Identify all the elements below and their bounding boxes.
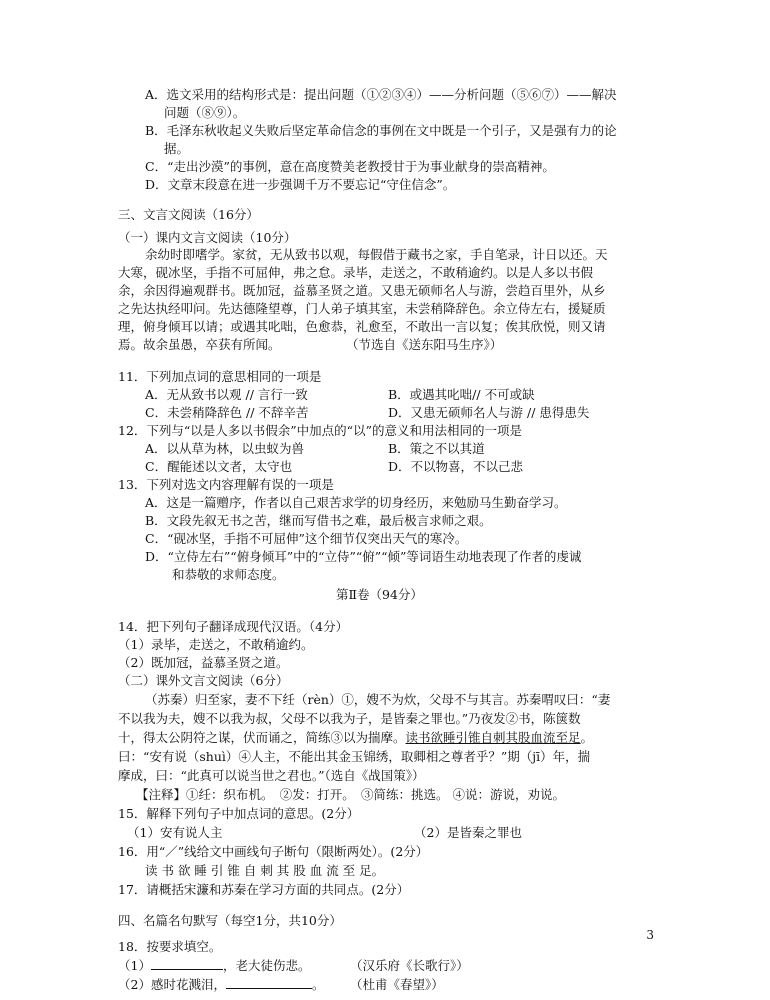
passage1-line6: 焉。故余虽愚，卒获有所闻。: [118, 337, 281, 352]
q10-option-c: C．“走出沙漠”的事例，意在高度赞美老教授甘于为事业献身的崇高精神。: [145, 159, 555, 174]
passage1-line5: 理，俯身倾耳以请；或遇其叱咄，色愈恭，礼愈至，不敢出一言以复；俟其欣悦，则又请: [118, 319, 606, 334]
q12-option-c: C．醒能述以文者，太守也: [145, 459, 293, 474]
q14-sentence-1: （1）录毕，走送之，不敢稍逾约。: [118, 637, 314, 652]
q18-item-2-end: 。: [311, 977, 325, 992]
q10-option-b-line1: B．毛泽东秋收起义失败后坚定革命信念的事例在文中既是一个引子，又是强有力的论: [145, 123, 617, 138]
section-3-title: 三、文言文阅读（16分）: [118, 207, 259, 222]
q13-option-d-line2: 和恭敬的求师态度。: [172, 567, 285, 582]
q18-item-2-source: （杜甫《春望》）: [350, 977, 444, 992]
q13-option-d-line1: D．“立侍左右”“俯身倾耳”中的“立侍”“俯”“倾”等词语生动地表现了作者的虔诚: [145, 549, 582, 564]
q11-option-c: C．未尝稍降辞色 // 不辞辛苦: [145, 405, 309, 420]
q11-option-d: D．又患无硕师名人与游 // 患得患失: [388, 405, 590, 420]
passage2-line5: 摩成，曰：“此真可以说当世之君也。”（选自《战国策》）: [118, 768, 425, 783]
q12-option-a: A．以从草为林，以虫蚁为兽: [145, 441, 305, 456]
q18-item-1-prefix: （1）: [118, 958, 151, 973]
q18-item-1: [118, 957, 310, 975]
q11-stem: 11．下列加点词的意思相同的一项是: [118, 369, 322, 384]
passage1-line2: 大寒，砚冰坚，手指不可屈伸，弗之怠。录毕，走送之，不敢稍逾约。以是人多以书假: [118, 265, 594, 280]
q11-option-a: A．无从致书以观 // 言行一致: [145, 387, 308, 402]
passage1-line1: 余幼时即嗜学。家贫，无从致书以观，每假借于藏书之家，手自笔录，计日以还。天: [145, 247, 608, 262]
subsection-2-title: （二）课外文言文阅读（6分）: [118, 673, 289, 688]
q10-option-a-line2: 问题（⑧⑨）。: [164, 105, 246, 120]
q13-option-b: B．文段先叙无书之苦，继而写借书之难，最后极言求师之艰。: [145, 513, 492, 528]
q14-sentence-2: （2）既加冠，益慕圣贤之道。: [118, 655, 289, 670]
section-4-title: 四、名篇名句默写（每空1分，共10分）: [118, 913, 342, 928]
q11-option-b: B．或遇其叱咄// 不可或缺: [388, 387, 535, 402]
q10-option-d: D．文章末段意在进一步强调千万不要忘记“守住信念”。: [145, 177, 456, 192]
q16-stem: 16．用“／”线给文中画线句子断句（限断两处）。(2分）: [118, 844, 429, 859]
q18-item-1-text: ，老大徒伤悲。: [222, 958, 311, 973]
q18-stem: 18．按要求填空。: [118, 939, 222, 954]
passage1-line3: 余，余因得遍观群书。既加冠，益慕圣贤之道。又患无硕师名人与游，尝趋百里外，从乡: [118, 283, 606, 298]
passage2-line3-end: 。: [580, 730, 594, 745]
passage2-line3-start: 十，得太公阴符之谋，伏而诵之，简练③以为揣摩。: [118, 730, 406, 745]
answer-blank-2[interactable]: [226, 976, 312, 989]
volume-2-title: 第Ⅱ卷（94分）: [336, 587, 423, 602]
q18-item-2-text: （2）感时花溅泪，: [118, 977, 226, 992]
passage2-line3: [118, 729, 593, 747]
q18-item-2: [118, 976, 324, 994]
q13-option-c: C．“砚冰坚，手指不可屈伸”这个细节仅突出天气的寒冷。: [145, 531, 468, 546]
q10-option-a-line1: A．选文采用的结构形式是：提出问题（①②③④）——分析问题（⑤⑥⑦）——解决: [145, 87, 617, 102]
passage1-line4: 之先达执经叩问。先达德隆望尊，门人弟子填其室，未尝稍降辞色。余立侍左右，援疑质: [118, 301, 606, 316]
q13-option-a: A．这是一篇赠序，作者以自己艰苦求学的切身经历，来勉励马生勤奋学习。: [145, 495, 567, 510]
q12-option-b: B．策之不以其道: [388, 441, 485, 456]
q15-item-2: （2）是皆秦之罪也: [414, 825, 522, 840]
answer-blank-1[interactable]: [151, 957, 223, 970]
subsection-1-title: （一）课内文言文阅读（10分）: [118, 230, 297, 245]
q15-item-1: （1）安有说人主: [127, 825, 223, 840]
q17-stem: 17．请概括宋濂和苏秦在学习方面的共同点。(2分）: [118, 882, 410, 897]
passage2-line4: 曰：“安有说（shuì）④人主，不能出其金玉锦绣，取卿相之尊者乎？”期（jī）年，揣: [118, 749, 591, 764]
passage2-line1: （苏秦）归至家，妻不下纴（rèn）①，嫂不为炊，父母不与其言。苏秦喟叹曰：“妻: [145, 692, 611, 707]
passage2-notes: 【注释】①纴：织布机。 ②发：打开。 ③简练：挑选。 ④说：游说，劝说。: [136, 787, 565, 802]
q13-stem: 13．下列对选文内容理解有误的一项是: [118, 477, 334, 492]
q12-stem: 12．下列与“以是人多以书假余”中加点的“以”的意义和用法相同的一项是: [118, 423, 522, 438]
underlined-sentence: 读书欲睡引锥自刺其股血流至足: [405, 730, 581, 745]
q16-sentence: 读 书 欲 睡 引 锥 自 刺 其 股 血 流 至 足。: [145, 863, 385, 878]
q15-stem: 15．解释下列句子中加点词的意思。(2分）: [118, 806, 360, 821]
q14-stem: 14．把下列句子翻译成现代汉语。（4分）: [118, 619, 349, 634]
q18-item-1-source: （汉乐府《长歌行》）: [350, 958, 469, 973]
page-number: 3: [646, 928, 654, 942]
passage1-source: （节选自《送东阳马生序》）: [346, 337, 503, 352]
passage2-line2: 不以我为夫，嫂不以我为叔，父母不以我为子，是皆秦之罪也。”乃夜发②书，陈箧数: [118, 711, 581, 726]
q12-option-d: D．不以物喜，不以己悲: [388, 459, 524, 474]
q10-option-b-line2: 据。: [164, 141, 190, 156]
